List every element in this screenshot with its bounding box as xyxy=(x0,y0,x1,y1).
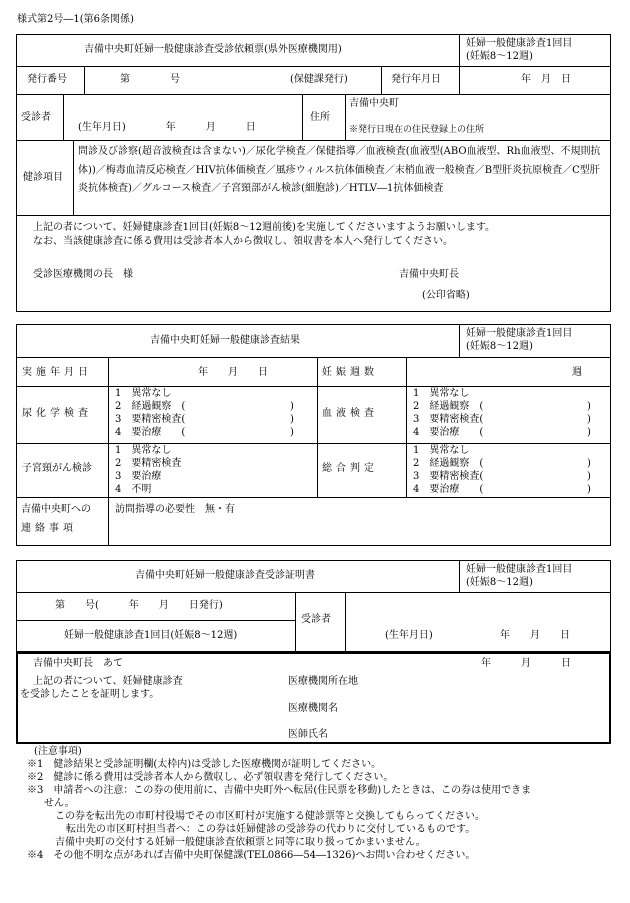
cervical-opt-4[interactable]: 4 不明 xyxy=(115,484,152,495)
result-title: 吉備中央町妊婦一般健康診査結果 xyxy=(150,335,300,346)
pregnancy-weeks-unit: 週 xyxy=(572,367,582,378)
contact-label: 吉備中央町への xyxy=(21,504,91,515)
note-4: ※4 その他不明な点があれば吉備中央町保健課(TEL0866―54―1326)へお問い合わせください。 xyxy=(27,850,476,861)
blood-opt-4[interactable]: 4 要治療 ( xyxy=(413,427,484,438)
note-2: ※2 健診に係る費用は受診者本人から徴収し、必ず領収書を発行してください。 xyxy=(27,772,394,783)
request-title: 吉備中央町妊婦一般健康診査受診依頼票(県外医療機関用) xyxy=(84,44,342,55)
cert-visit-weeks: (妊娠8～12週) xyxy=(466,577,533,588)
cert-to: 吉備中央町長 あて xyxy=(33,658,123,669)
request-to: 受診医療機関の長 様 xyxy=(33,269,133,280)
paren-close: ) xyxy=(587,427,591,438)
paren-close: ) xyxy=(290,414,294,425)
request-body-2: なお、当該健康診査に係る費用は受診者本人から徴収し、領収書を本人へ発行してください。 xyxy=(33,236,453,247)
note-3-officer: 転出先の市区町村担当者へ：この券は妊婦健診の受診券の代わりに交付しているものです。 xyxy=(66,824,476,835)
note-1: ※1 健診結果と受診証明欄(太枠内)は受診した医療機関が証明してください。 xyxy=(27,759,382,770)
paren-close: ) xyxy=(587,471,591,482)
doctor-name-label[interactable]: 医師氏名 xyxy=(288,729,328,740)
request-from: 吉備中央町長 xyxy=(399,269,459,280)
clinic-address-label[interactable]: 医療機関所在地 xyxy=(288,676,358,687)
paren-close: ) xyxy=(587,414,591,425)
form-id: 様式第2号―1(第6条関係) xyxy=(17,14,134,25)
issue-date-value: 年 月 日 xyxy=(521,74,571,85)
cervical-opt-3[interactable]: 3 要治療 xyxy=(115,471,162,482)
clinic-name-label[interactable]: 医療機関名 xyxy=(288,703,338,714)
paren-close: ) xyxy=(587,458,591,469)
cert-visit-name: 妊婦一般健康診査1回目(妊娠8～12週) xyxy=(64,630,238,641)
issue-no-value: 第 号 xyxy=(120,74,180,85)
certificate-title: 吉備中央町妊婦一般健康診査受診証明書 xyxy=(135,570,315,581)
cert-dob-label: (生年月日) xyxy=(385,630,433,641)
seal-omitted: (公印省略) xyxy=(422,290,470,301)
blood-opt-2[interactable]: 2 経過観察 ( xyxy=(413,401,484,412)
cert-body-2: を受診したことを証明します。 xyxy=(20,689,160,700)
address-note: ※発行日現在の住民登録上の住所 xyxy=(349,125,485,135)
cert-date[interactable]: 年 月 日 xyxy=(481,658,571,669)
urine-opt-3[interactable]: 3 要精密検査( xyxy=(115,414,186,425)
cert-body-1: 上記の者について、妊婦健康診査 xyxy=(33,676,183,687)
exam-items-label: 健診項目 xyxy=(23,172,63,183)
overall-opt-4[interactable]: 4 要治療 ( xyxy=(413,484,484,495)
blood-opt-3[interactable]: 3 要精密検査( xyxy=(413,414,484,425)
pregnancy-weeks-label: 妊娠週数 xyxy=(322,367,378,378)
overall-label: 総合判定 xyxy=(322,463,378,474)
paren-close: ) xyxy=(587,401,591,412)
urine-opt-2[interactable]: 2 経過観察 ( xyxy=(115,401,186,412)
paren-close: ) xyxy=(587,484,591,495)
cert-examinee-label: 受診者 xyxy=(301,614,331,625)
urine-test-label: 尿化学検査 xyxy=(22,408,92,419)
contact-label-2: 連絡事項 xyxy=(21,523,77,534)
examinee-dob: (生年月日) 年 月 日 xyxy=(78,122,256,133)
urine-opt-4[interactable]: 4 要治療 ( xyxy=(115,427,186,438)
home-visit-needed[interactable]: 訪問指導の必要性 無・有 xyxy=(115,504,235,515)
examinee-label: 受診者 xyxy=(21,112,51,123)
overall-opt-3[interactable]: 3 要精密検査( xyxy=(413,471,484,482)
cervical-opt-2[interactable]: 2 要精密検査 xyxy=(115,458,182,469)
issue-date-label: 発行年月日 xyxy=(391,74,441,85)
request-visit-label: 妊婦一般健康診査1回目 xyxy=(466,38,573,49)
note-3: ※3 申請者への注意：この券の使用前に、吉備中央町外へ転居(住民票を移動)したときは、この券は使用できま xyxy=(27,785,532,796)
address-label: 住所 xyxy=(310,112,330,123)
note-3-exchange: この券を転出先の市町村役場でその市区町村が実施する健診票等と交換してもらってください。 xyxy=(55,811,485,822)
cert-number: 第 号( 年 月 日発行) xyxy=(55,600,223,611)
exam-date-value: 年 月 日 xyxy=(198,367,268,378)
notes-title: (注意事項) xyxy=(34,746,82,757)
urine-opt-1[interactable]: 1 異常なし xyxy=(115,388,172,399)
cervical-opt-1[interactable]: 1 異常なし xyxy=(115,445,172,456)
exam-date-label: 実施年月日 xyxy=(22,367,92,378)
request-body-1: 上記の者について、妊婦健康診査1回目(妊娠8～12週前後)を実施してくださいますようお願いします。 xyxy=(33,222,496,233)
cert-dob-date: 年 月 日 xyxy=(500,630,570,641)
blood-opt-1[interactable]: 1 異常なし xyxy=(413,388,470,399)
result-visit-label: 妊婦一般健康診査1回目 xyxy=(466,328,573,339)
issuer-label: (保健課発行) xyxy=(290,74,348,85)
note-3-equivalent: 吉備中央町の交付する妊婦一般健康診査依頼票と同等に取り扱ってかまいません。 xyxy=(55,837,426,848)
exam-items-list: 問診及び診察(超音波検査は含まない)／尿化学検査／保健指導／血液検査(血液型(ABO血液型、Rh血液型、不規則抗体))／梅毒血清反応検査／HIV抗体価検査／風疹ウィルス抗体価検査／末梢血液一般検査／B型肝炎抗原検査／C型肝炎抗体検査)／グルコース検査／子宮頸部がん検診(細胞診)／HTLV―1抗体価検査 xyxy=(78,146,601,194)
result-visit-weeks: (妊娠8～12週) xyxy=(466,341,533,352)
overall-opt-2[interactable]: 2 経過観察 ( xyxy=(413,458,484,469)
issue-no-label: 発行番号 xyxy=(27,74,67,85)
overall-opt-1[interactable]: 1 異常なし xyxy=(413,445,470,456)
cert-visit-label: 妊婦一般健康診査1回目 xyxy=(466,564,573,575)
paren-close: ) xyxy=(290,427,294,438)
cervical-test-label: 子宮頸がん検診 xyxy=(22,463,92,474)
address-value: 吉備中央町 xyxy=(349,98,399,109)
blood-test-label: 血液検査 xyxy=(322,408,378,419)
request-visit-weeks: (妊娠8～12週) xyxy=(466,51,533,62)
note-3-cont: せん。 xyxy=(44,798,75,809)
paren-close: ) xyxy=(290,401,294,412)
